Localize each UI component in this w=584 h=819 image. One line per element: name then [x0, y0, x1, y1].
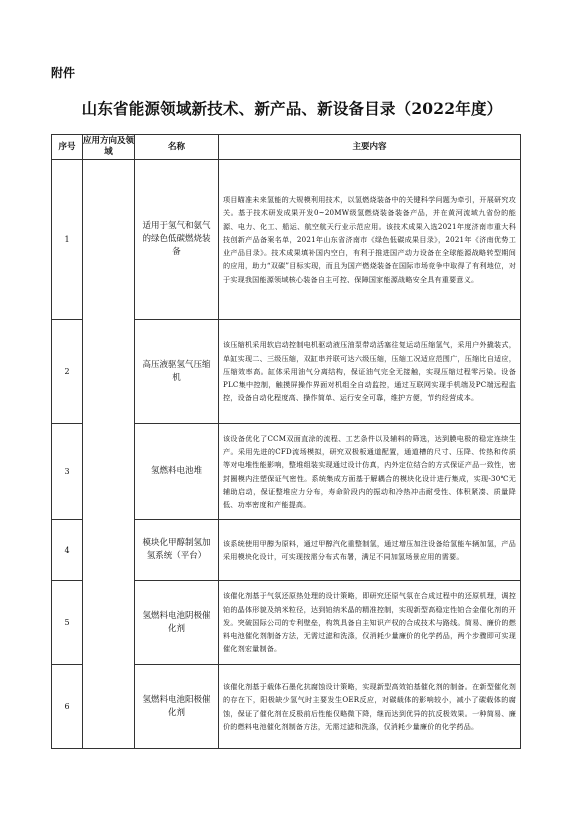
category-cell — [83, 160, 135, 749]
row-content: 该压缩机采用软启动控制电机驱动液压油泵带动活塞往复运动压缩氢气，采用户外撬装式，单缸实现二、三级压缩，双缸串并联可达六级压缩，压缩工况适应范围广，压缩比自适应，压缩效率高。缸体采用油气分离结构，保证油气完全无接触，实现压缩过程零污染。设备PLC集中控制，触摸屏操作界面对机组全自动监控，通过互联网实现手机端及PC端远程监控，设备自动化程度高、操作简单、运行安全可靠，维护方便，节约经营成本。 — [219, 320, 521, 424]
row-name: 氢燃料电池阳极催化剂 — [135, 665, 219, 749]
row-no: 6 — [52, 665, 83, 749]
attachment-label: 附件 — [51, 66, 76, 80]
table-row — [52, 160, 521, 320]
row-content: 该设备优化了CCM双面直涂的流程、工艺条件以及辅料的筛选，达到膜电极的稳定连续生产。采用先进的CFD流场模拟，研究双极板通道配置，通道槽的尺寸、压降、传热和传质等对电堆性能影响，整堆组装实现通过设计仿真，内外定位结合的方式保证产品一致性，密封圈模内注塑保证气密性。系统集成方面基于解耦合的模块化设计进行集成，实现-30℃无辅助启动，保证整堆应力分布，寿命阶段内的振动和冷热冲击耐受性、体积紧凑、质量降低、功率密度和产能提高。 — [219, 424, 521, 520]
header-category: 应用方向及领域 — [83, 135, 135, 160]
row-no: 4 — [52, 520, 83, 581]
row-no: 1 — [52, 160, 83, 320]
page-title: 山东省能源领域新技术、新产品、新设备目录（2022年度） — [81, 99, 503, 118]
row-content: 该催化剂基于载体石墨化抗腐蚀设计策略，实现新型高效铂基催化剂的制备。在新型催化剂的存在下，阳极缺少氢气时主要发生OER反应，对碳载体的影响较小，减小了碳载体的腐蚀，保证了催化剂在反极前后性能仅略微下降，继而达到优异的抗反极效果。一种简易、廉价的燃料电池催化剂制备方法，无需过滤和洗涤，仅消耗少量廉价的化学药品。 — [219, 665, 521, 749]
row-name: 氢燃料电池堆 — [135, 424, 219, 520]
row-name: 高压液驱氢气压缩机 — [135, 320, 219, 424]
row-content: 该催化剂基于气氛还原热处理的设计策略，即研究还原气氛在合成过程中的还原机理，调控铂的晶体形貌及纳米粒径，达到铂纳米晶的精准控制，实现新型高稳定性铂合金催化剂的开发。突破国际公司的专利壁垒，构筑具备自主知识产权的合成技术与路线。简易、廉价的燃料电池催化剂制备方法，无需过滤和洗涤，仅消耗少量廉价的化学药品，两个步骤即可实现催化剂宏量制备。 — [219, 581, 521, 665]
catalog-table — [51, 134, 521, 749]
row-no: 2 — [52, 320, 83, 424]
row-no: 5 — [52, 581, 83, 665]
row-name: 适用于氢气和氨气的绿色低碳燃烧装备 — [135, 160, 219, 320]
row-content: 该系统使用甲醇为原料，通过甲醇汽化重整制氢，通过增压加注设备给氢能车辆加氢，产品采用模块化设计，可实现按需分布式布署，满足不同加氢场景应用的需要。 — [219, 520, 521, 581]
row-name: 氢燃料电池阴极催化剂 — [135, 581, 219, 665]
row-no: 3 — [52, 424, 83, 520]
header-no: 序号 — [52, 135, 83, 160]
header-name: 名称 — [135, 135, 219, 160]
header-content: 主要内容 — [219, 135, 521, 160]
row-name: 模块化甲醇制氢加氢系统（平台） — [135, 520, 219, 581]
table-header-row — [52, 135, 521, 160]
row-content: 项目瞄准未来氢能的大规模利用技术，以氢燃烧装备中的关键科学问题为牵引，开展研究攻关。基于技术研发成果开发0~20MW级氢燃烧装备装备产品，并在黄河流域九省份的能源、电力、化工、船运、航空航天行业示范应用。该技术成果入选2021年度济南市重大科技创新产品备案名单，2021年山东省济南市《绿色低碳成果目录》，2021年《济南优势工业产品目录》。技术成果填补国内空白，有利于推进国产动力设备在全球能源战略转型期间的应用，助力“双碳”目标实现，而且为国产燃烧装备在国际市场竞争中取得了有利地位，对于实现我国能源领域核心装备自主可控、保障国家能源战略安全具有重要意义。 — [219, 160, 521, 320]
